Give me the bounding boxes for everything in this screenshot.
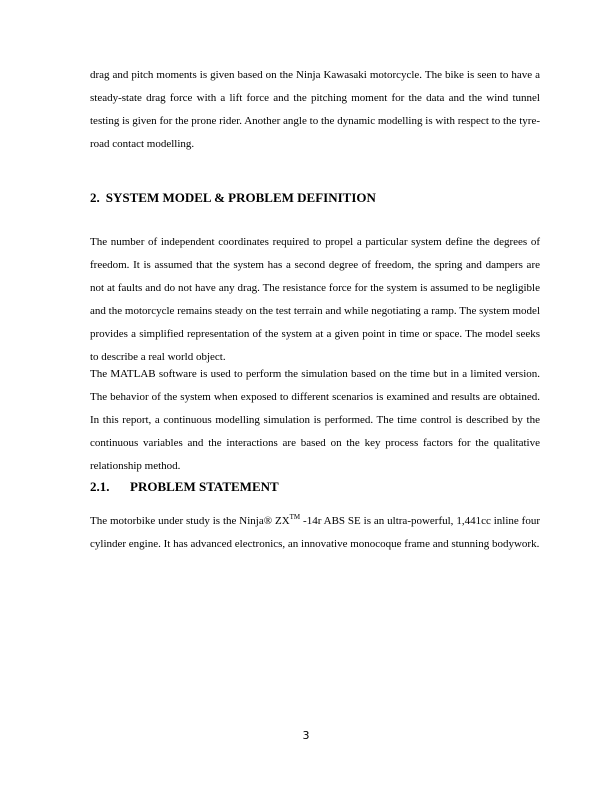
problem-text-start: The motorbike under study is the Ninja® ZX	[90, 515, 290, 527]
subsection-title: PROBLEM STATEMENT	[130, 479, 279, 494]
section-number: 2.	[90, 190, 100, 205]
page-number: 3	[302, 729, 310, 742]
problem-text-end: -14r ABS SE is an ultra-powerful, 1,441cc inline four cylinder engine. It has advanced electronics, an innovative monocoque frame and stunning bodywork.	[90, 515, 540, 550]
subsection-heading	[90, 479, 279, 495]
matlab-paragraph: The MATLAB software is used to perform the simulation based on the time but in a limited version. The behavior of the system when exposed to different scenarios is examined and results are obtained. In this report, a continuous modelling simulation is performed. The time control is described by the continuous variables and the interactions are based on the key process factors for the qualitative relationship method.	[90, 368, 540, 472]
intro-paragraph: drag and pitch moments is given based on the Ninja Kawasaki motorcycle. The bike is seen to have a steady-state drag force with a lift force and the pitching moment for the data and the wind tunnel testing is given for the prone rider. Another angle to the dynamic modelling is with respect to the tyre-road contact modelling.	[90, 69, 540, 150]
trademark-superscript: TM	[289, 513, 301, 521]
problem-statement-paragraph	[90, 510, 540, 556]
subsection-number: 2.1.	[90, 479, 110, 494]
section-heading	[90, 190, 376, 206]
degrees-of-freedom-paragraph: The number of independent coordinates required to propel a particular system define the degrees of freedom. It is assumed that the system has a second degree of freedom, the spring and dampers are not at faults and do not have any drag. The resistance force for the system is assumed to be negligible and the motorcycle remains steady on the test terrain and while negotiating a ramp. The system model provides a simplified representation of the system at a given point in time or space. The model seeks to describe a real world object.	[90, 236, 540, 363]
section-title: SYSTEM MODEL & PROBLEM DEFINITION	[105, 190, 376, 205]
